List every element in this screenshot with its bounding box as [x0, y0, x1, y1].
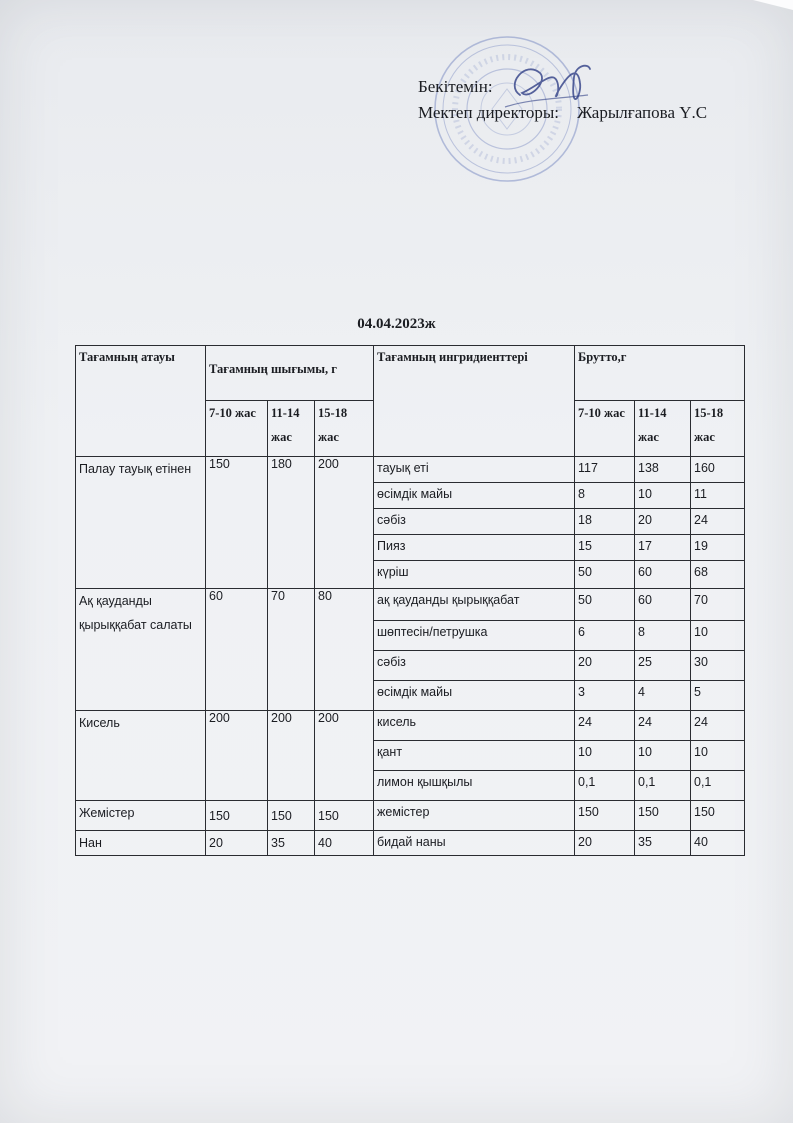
paper-corner: [753, 0, 793, 10]
ingredient-cell: шөптесін/петрушка: [374, 621, 575, 651]
approval-label: Бекітемін:: [418, 77, 493, 96]
menu-date: 04.04.2023ж: [357, 316, 436, 332]
yield-cell: 150: [206, 457, 268, 589]
brutto-cell: 160: [691, 457, 745, 483]
brutto-cell: 10: [575, 741, 635, 771]
brutto-cell: 20: [575, 651, 635, 681]
table-row: [76, 801, 745, 831]
brutto-cell: 19: [691, 535, 745, 561]
brutto-cell: 24: [691, 509, 745, 535]
brutto-header: Брутто,г: [575, 346, 745, 401]
brutto-cell: 60: [635, 561, 691, 589]
brutto-cell: 40: [691, 831, 745, 856]
yield-cell: 180: [268, 457, 315, 589]
table-row: [76, 831, 745, 856]
brutto-cell: 3: [575, 681, 635, 711]
brutto-age-header: 15-18 жас: [691, 401, 745, 457]
director-line: [418, 100, 707, 126]
table-row: [76, 457, 745, 483]
director-label: Мектеп директоры:: [418, 103, 559, 122]
brutto-cell: 6: [575, 621, 635, 651]
brutto-cell: 8: [575, 483, 635, 509]
yield-cell: 150: [315, 801, 374, 831]
yield-header: Тағамның шығымы, г: [206, 346, 374, 401]
yield-cell: 40: [315, 831, 374, 856]
brutto-cell: 68: [691, 561, 745, 589]
ingredient-cell: өсімдік майы: [374, 483, 575, 509]
ingredient-cell: күріш: [374, 561, 575, 589]
brutto-cell: 70: [691, 589, 745, 621]
ingredient-cell: лимон қышқылы: [374, 771, 575, 801]
director-name: Жарылғапова Ү.С: [576, 103, 708, 122]
yield-cell: 60: [206, 589, 268, 711]
table-row: [76, 589, 745, 621]
brutto-age-header: 11-14 жас: [635, 401, 691, 457]
brutto-cell: 5: [691, 681, 745, 711]
dish-name-cell: Жемістер: [76, 801, 206, 831]
brutto-cell: 30: [691, 651, 745, 681]
brutto-cell: 18: [575, 509, 635, 535]
brutto-cell: 10: [691, 621, 745, 651]
brutto-cell: 50: [575, 561, 635, 589]
menu-table: [75, 345, 745, 856]
dish-name-cell: Ақ қауданды қырыққабат салаты: [76, 589, 206, 711]
brutto-cell: 24: [635, 711, 691, 741]
brutto-cell: 24: [575, 711, 635, 741]
brutto-cell: 25: [635, 651, 691, 681]
ingredient-cell: ақ қауданды қырыққабат: [374, 589, 575, 621]
yield-cell: 200: [315, 711, 374, 801]
brutto-cell: 150: [575, 801, 635, 831]
yield-cell: 200: [315, 457, 374, 589]
ingredient-cell: жемістер: [374, 801, 575, 831]
ingredient-cell: өсімдік майы: [374, 681, 575, 711]
ingredient-cell: бидай наны: [374, 831, 575, 856]
brutto-cell: 17: [635, 535, 691, 561]
brutto-cell: 138: [635, 457, 691, 483]
yield-cell: 70: [268, 589, 315, 711]
ingredient-cell: кисель: [374, 711, 575, 741]
ingredients-header: Тағамның ингридиенттері: [374, 346, 575, 457]
ingredient-cell: қант: [374, 741, 575, 771]
yield-cell: 20: [206, 831, 268, 856]
brutto-cell: 60: [635, 589, 691, 621]
brutto-cell: 10: [691, 741, 745, 771]
ingredient-cell: тауық еті: [374, 457, 575, 483]
header-row: [76, 346, 745, 401]
yield-age-header: 11-14 жас: [268, 401, 315, 457]
brutto-cell: 50: [575, 589, 635, 621]
brutto-cell: 20: [635, 509, 691, 535]
yield-cell: 200: [206, 711, 268, 801]
yield-cell: 150: [206, 801, 268, 831]
brutto-cell: 10: [635, 483, 691, 509]
yield-cell: 35: [268, 831, 315, 856]
brutto-cell: 15: [575, 535, 635, 561]
brutto-cell: 35: [635, 831, 691, 856]
brutto-cell: 0,1: [635, 771, 691, 801]
ingredient-cell: сәбіз: [374, 651, 575, 681]
dish-name-cell: Палау тауық етінен: [76, 457, 206, 589]
approval-block: [418, 74, 707, 126]
brutto-cell: 10: [635, 741, 691, 771]
yield-age-header: 7-10 жас: [206, 401, 268, 457]
brutto-cell: 4: [635, 681, 691, 711]
table-row: [76, 711, 745, 741]
brutto-cell: 8: [635, 621, 691, 651]
dish-name-cell: Кисель: [76, 711, 206, 801]
brutto-cell: 11: [691, 483, 745, 509]
menu-body: [76, 457, 745, 856]
brutto-cell: 0,1: [575, 771, 635, 801]
brutto-cell: 150: [691, 801, 745, 831]
brutto-cell: 20: [575, 831, 635, 856]
brutto-cell: 117: [575, 457, 635, 483]
yield-cell: 200: [268, 711, 315, 801]
brutto-cell: 0,1: [691, 771, 745, 801]
ingredient-cell: Пияз: [374, 535, 575, 561]
ingredient-cell: сәбіз: [374, 509, 575, 535]
yield-cell: 80: [315, 589, 374, 711]
yield-age-header: 15-18 жас: [315, 401, 374, 457]
dish-name-header: Тағамның атауы: [76, 346, 206, 457]
dish-name-cell: Нан: [76, 831, 206, 856]
brutto-age-header: 7-10 жас: [575, 401, 635, 457]
yield-cell: 150: [268, 801, 315, 831]
brutto-cell: 150: [635, 801, 691, 831]
brutto-cell: 24: [691, 711, 745, 741]
